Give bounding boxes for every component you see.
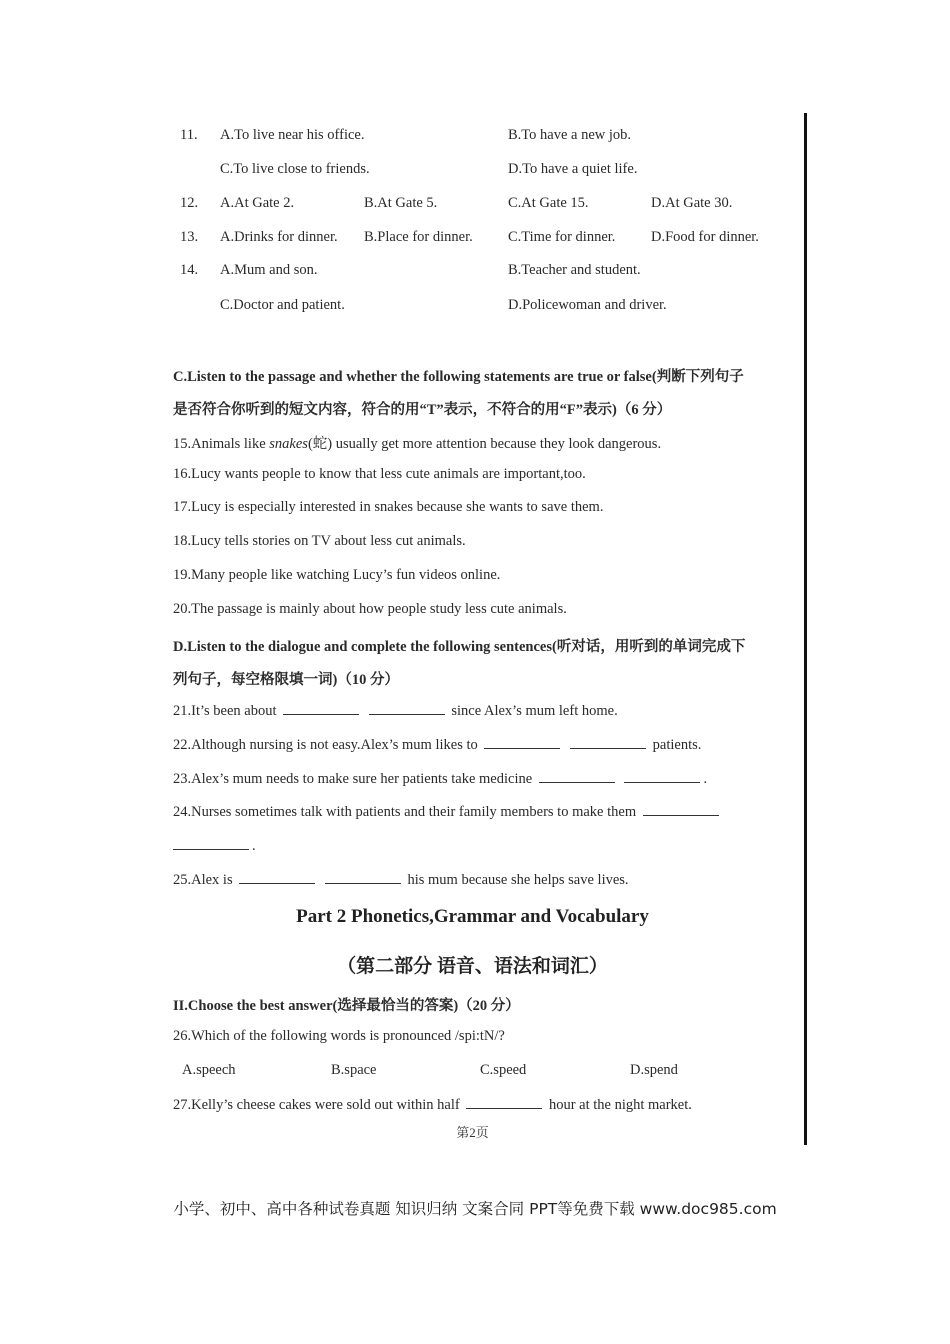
option-b: B.Place for dinner.: [364, 229, 473, 245]
option-a: A.At Gate 2.: [220, 195, 295, 211]
option-b: B.To have a new job.: [508, 127, 632, 143]
option-a: A.To live near his office.: [220, 127, 365, 143]
option-c: C.speed: [480, 1062, 527, 1078]
option-c: C.To live close to friends.: [220, 161, 370, 177]
page-number: 第2页: [456, 1125, 489, 1140]
option-d: D.spend: [630, 1062, 678, 1078]
sentence-24: [173, 803, 722, 821]
option-a: A.speech: [182, 1062, 236, 1078]
answer-blank[interactable]: [570, 736, 646, 749]
footer-banner: 小学、初中、高中各种试卷真题 知识归纳 文案合同 PPT等免费下载 www.doc985.com: [173, 1200, 777, 1218]
sentence-text: 24.Nurses sometimes talk with patients and their family members to make them: [173, 804, 637, 820]
part-subtitle: （第二部分 语音、语法和词汇）: [337, 956, 608, 977]
sentence-25: [173, 871, 629, 889]
sentence-text: since Alex’s mum left home.: [451, 703, 618, 719]
section-d-heading-cont: 列句子，每空格限填一词)（10 分）: [173, 672, 399, 688]
sentence-text: 21.It’s been about: [173, 703, 277, 719]
sentence-text: 25.Alex is: [173, 872, 233, 888]
statement-20: 20.The passage is mainly about how people study less cute animals.: [173, 601, 567, 617]
statement-16: 16.Lucy wants people to know that less cute animals are important,too.: [173, 466, 586, 482]
question-number: 13.: [180, 229, 199, 245]
statement-text: 15.Animals like: [173, 436, 270, 452]
section-d-heading: D.Listen to the dialogue and complete the following sentences(听对话，用听到的单词完成下: [173, 639, 746, 655]
sentence-text: 22.Although nursing is not easy.Alex’s mum likes to: [173, 737, 478, 753]
sentence-21: [173, 702, 618, 720]
answer-blank[interactable]: [539, 770, 615, 783]
answer-blank[interactable]: [484, 736, 560, 749]
sentence-text: .: [252, 838, 256, 854]
section-ii-heading: II.Choose the best answer(选择最恰当的答案)（20 分）: [173, 998, 520, 1014]
question-number: 14.: [180, 262, 199, 278]
option-c: C.At Gate 15.: [508, 195, 589, 211]
statement-15: [173, 432, 661, 453]
answer-blank[interactable]: [283, 702, 359, 715]
option-c: C.Time for dinner.: [508, 229, 616, 245]
sentence-text: 23.Alex’s mum needs to make sure her patients take medicine: [173, 771, 533, 787]
option-a: A.Mum and son.: [220, 262, 318, 278]
option-d: D.To have a quiet life.: [508, 161, 638, 177]
option-b: B.At Gate 5.: [364, 195, 438, 211]
italic-word: snakes: [269, 436, 308, 452]
answer-blank[interactable]: [624, 770, 700, 783]
option-d: D.At Gate 30.: [651, 195, 733, 211]
sentence-22: [173, 736, 701, 754]
option-a: A.Drinks for dinner.: [220, 229, 338, 245]
question-number: 12.: [180, 195, 199, 211]
answer-blank[interactable]: [239, 871, 315, 884]
option-c: C.Doctor and patient.: [220, 297, 345, 313]
answer-blank[interactable]: [643, 803, 719, 816]
statement-17: 17.Lucy is especially interested in snakes because she wants to save them.: [173, 499, 604, 515]
sentence-text: .: [703, 771, 708, 787]
sentence-text: hour at the night market.: [548, 1097, 692, 1113]
sentence-24-cont: [173, 837, 256, 855]
statement-19: 19.Many people like watching Lucy’s fun videos online.: [173, 567, 501, 583]
sentence-text: patients.: [652, 737, 702, 753]
answer-blank[interactable]: [325, 871, 401, 884]
sentence-23: [173, 770, 707, 788]
option-b: B.Teacher and student.: [508, 262, 641, 278]
option-d: D.Food for dinner.: [651, 229, 759, 245]
section-c-heading: C.Listen to the passage and whether the following statements are true or false(判断下列句子: [173, 369, 744, 385]
sentence-text: his mum because she helps save lives.: [407, 872, 629, 888]
option-d: D.Policewoman and driver.: [508, 297, 667, 313]
option-b: B.space: [331, 1062, 377, 1078]
question-number: 11.: [180, 127, 198, 143]
statement-18: 18.Lucy tells stories on TV about less cut animals.: [173, 533, 466, 549]
answer-blank[interactable]: [173, 837, 249, 850]
answer-blank[interactable]: [466, 1096, 542, 1109]
answer-blank[interactable]: [369, 702, 445, 715]
sentence-text: 27.Kelly’s cheese cakes were sold out within half: [173, 1097, 460, 1113]
question-26-stem: 26.Which of the following words is pronounced /spi:tN/?: [173, 1028, 505, 1044]
section-c-heading-cont: 是否符合你听到的短文内容，符合的用“T”表示，不符合的用“F”表示)（6 分）: [173, 402, 672, 418]
statement-text: (蛇) usually get more attention because they look dangerous.: [307, 436, 662, 452]
page-border-line: [804, 113, 807, 1145]
question-27-stem: [173, 1096, 692, 1114]
part-title: Part 2 Phonetics,Grammar and Vocabulary: [296, 906, 649, 927]
